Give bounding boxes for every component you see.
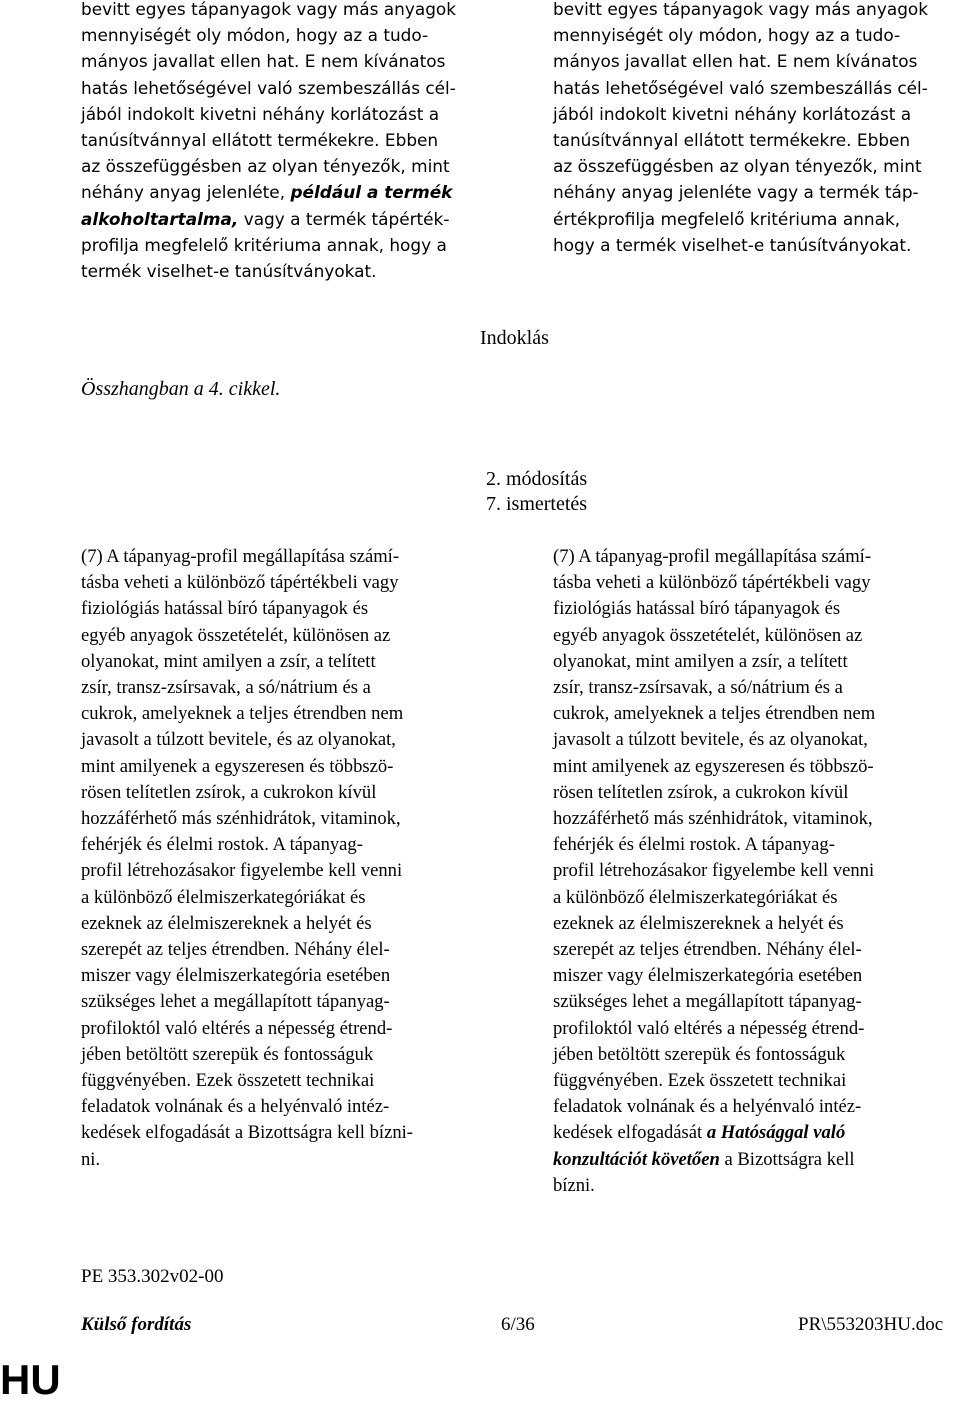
text-line [553,1120,958,1146]
text-line: szükséges lehet a megállapított tápanyag- [553,991,862,1013]
text-line: javasolt a túlzott bevitele, és az olyanokat, [81,729,396,751]
text-line: profil létrehozásakor figyelembe kell venni [81,860,403,882]
text-line: kedések elfogadását a Bizottságra kell bízni- [81,1122,413,1144]
text-line: tanúsítvánnyal ellátott termékekre. Ebben [81,130,439,151]
text-line: jében betöltött szerepük és fontosságuk [81,1043,374,1065]
text-line: zsír, transz-zsírsavak, a só/nátrium és a [553,677,843,699]
text-line: (7) A tápanyag-profil megállapítása számí- [553,546,872,567]
text-line: értékprofilja megfelelő kritériuma annak, [553,208,901,229]
text-line: hatás lehetőségével való szembeszállás cél- [81,77,456,98]
text-line: bízni. [553,1174,595,1196]
text-line: fiziológiás hatással bíró tápanyagok és [553,598,841,620]
text-line: cukrok, amelyeknek a teljes étrendben nem [553,703,876,725]
amendment-original-text [81,544,501,1173]
text-line: ni. [81,1148,101,1170]
file-name: PR\553203HU.doc [798,1314,944,1335]
text-line: tásba veheti a különböző tápértékbeli vagy [553,572,871,594]
text-line: mint amilyenek az egyszeresen és többszö- [553,755,874,777]
text-line: fiziológiás hatással bíró tápanyagok és [81,598,369,620]
text-line: jából indokolt kivetni néhány korlátozást a [553,103,912,124]
text-segment: néhány anyag jelenléte, [81,182,291,203]
text-line: miszer vagy élelmiszerkategória esetében [553,965,863,987]
text-line: cukrok, amelyeknek a teljes étrendben nem [81,703,404,725]
text-line: feladatok volnának és a helyénvaló intéz- [553,1096,862,1118]
text-line: mányos javallat ellen hat. E nem kívánatos [81,51,446,72]
text-line: tanúsítvánnyal ellátott termékekre. Ebben [553,130,911,151]
justification-heading: Indoklás [480,327,549,349]
text-line: szükséges lehet a megállapított tápanyag- [81,991,390,1013]
text-line: fehérjék és élelmi rostok. A tápanyag- [81,834,363,856]
text-line: olyanokat, mint amilyen a zsír, a telített [553,650,848,672]
text-line: bevitt egyes tápanyagok vagy más anyagok [81,0,457,19]
text-line: hatás lehetőségével való szembeszállás cél- [553,77,928,98]
text-line: feladatok volnának és a helyénvaló intéz- [81,1096,390,1118]
text-line: rösen telítetlen zsírok, a cukrokon kívül [81,781,377,803]
text-line: miszer vagy élelmiszerkategória esetében [81,965,391,987]
text-line: rösen telítetlen zsírok, a cukrokon kívül [553,781,849,803]
text-line: szerepét az teljes étrendben. Néhány élel- [81,939,390,961]
text-line [81,206,501,232]
text-line: mint amilyenek a egyszeresen és többszö- [81,755,394,777]
footer-translation-label: Külső fordítás [81,1314,192,1335]
text-line: szerepét az teljes étrendben. Néhány élel- [553,939,862,961]
emphasized-text: alkoholtartalma, [81,208,239,229]
text-line: (7) A tápanyag-profil megállapítása számí- [81,546,400,567]
text-line: profiloktól való eltérés a népesség étrend- [81,1017,393,1039]
text-line: profilja megfelelő kritériuma annak, hogy a [81,234,447,255]
text-line: javasolt a túlzott bevitele, és az olyanokat, [553,729,868,751]
emphasized-text: konzultációt követően [553,1148,720,1170]
text-line: mennyiségét oly módon, hogy az a tudo- [81,25,429,46]
text-line: az összefüggésben az olyan tényezők, mint [553,156,922,177]
text-line: néhány anyag jelenléte vagy a termék táp- [553,182,919,203]
text-line: hogy a termék viselhet-e tanúsítványokat. [553,234,912,255]
text-line: jében betöltött szerepük és fontosságuk [553,1043,846,1065]
text-line [553,1147,958,1173]
text-line: fehérjék és élelmi rostok. A tápanyag- [553,834,835,856]
justification-text: Összhangban a 4. cikkel. [81,378,281,400]
text-line: profiloktól való eltérés a népesség étrend- [553,1017,865,1039]
text-line: mányos javallat ellen hat. E nem kívánatos [553,51,918,72]
text-line: hozzáférhető más szénhidrátok, vitaminok, [81,808,401,830]
text-segment: kedések elfogadását [553,1122,707,1144]
text-line: olyanokat, mint amilyen a zsír, a telített [81,650,376,672]
text-line: az összefüggésben az olyan tényezők, mint [81,156,450,177]
recital-number: 7. ismertetés [486,493,588,515]
text-line: függvényében. Ezek összetett technikai [81,1070,375,1092]
text-line: profil létrehozásakor figyelembe kell venni [553,860,875,882]
text-line: tásba veheti a különböző tápértékbeli vagy [81,572,399,594]
text-segment: a Bizottságra kell [719,1148,855,1170]
text-line: mennyiségét oly módon, hogy az a tudo- [553,25,901,46]
text-line: bevitt egyes tápanyagok vagy más anyagok [553,0,929,19]
amendment-number: 2. módosítás [486,468,588,490]
text-line: jából indokolt kivetni néhány korlátozást a [81,103,440,124]
text-line: ezeknek az élelmiszereknek a helyét és [553,912,844,934]
emphasized-text: a Hatósággal való [706,1122,846,1144]
page-number: 6/36 [501,1314,535,1335]
text-line: a különböző élelmiszerkategóriákat és [81,886,366,908]
text-segment: vagy a termék tápérték- [238,208,450,229]
text-line: egyéb anyagok összetételét, különösen az [81,624,391,646]
previous-amendment-original-text [81,0,501,284]
text-line [81,179,501,205]
previous-amendment-amended-text [553,0,958,258]
text-line: hozzáférhető más szénhidrátok, vitaminok, [553,808,873,830]
text-line: zsír, transz-zsírsavak, a só/nátrium és a [81,677,371,699]
text-line: termék viselhet-e tanúsítványokat. [81,261,377,282]
language-code: HU [0,1356,61,1403]
document-reference: PE 353.302v02-00 [81,1266,224,1287]
emphasized-text: például a termék [290,182,453,203]
text-line: a különböző élelmiszerkategóriákat és [553,886,838,908]
text-line: egyéb anyagok összetételét, különösen az [553,624,863,646]
amendment-amended-text [553,544,958,1199]
text-line: függvényében. Ezek összetett technikai [553,1070,847,1092]
text-line: ezeknek az élelmiszereknek a helyét és [81,912,372,934]
